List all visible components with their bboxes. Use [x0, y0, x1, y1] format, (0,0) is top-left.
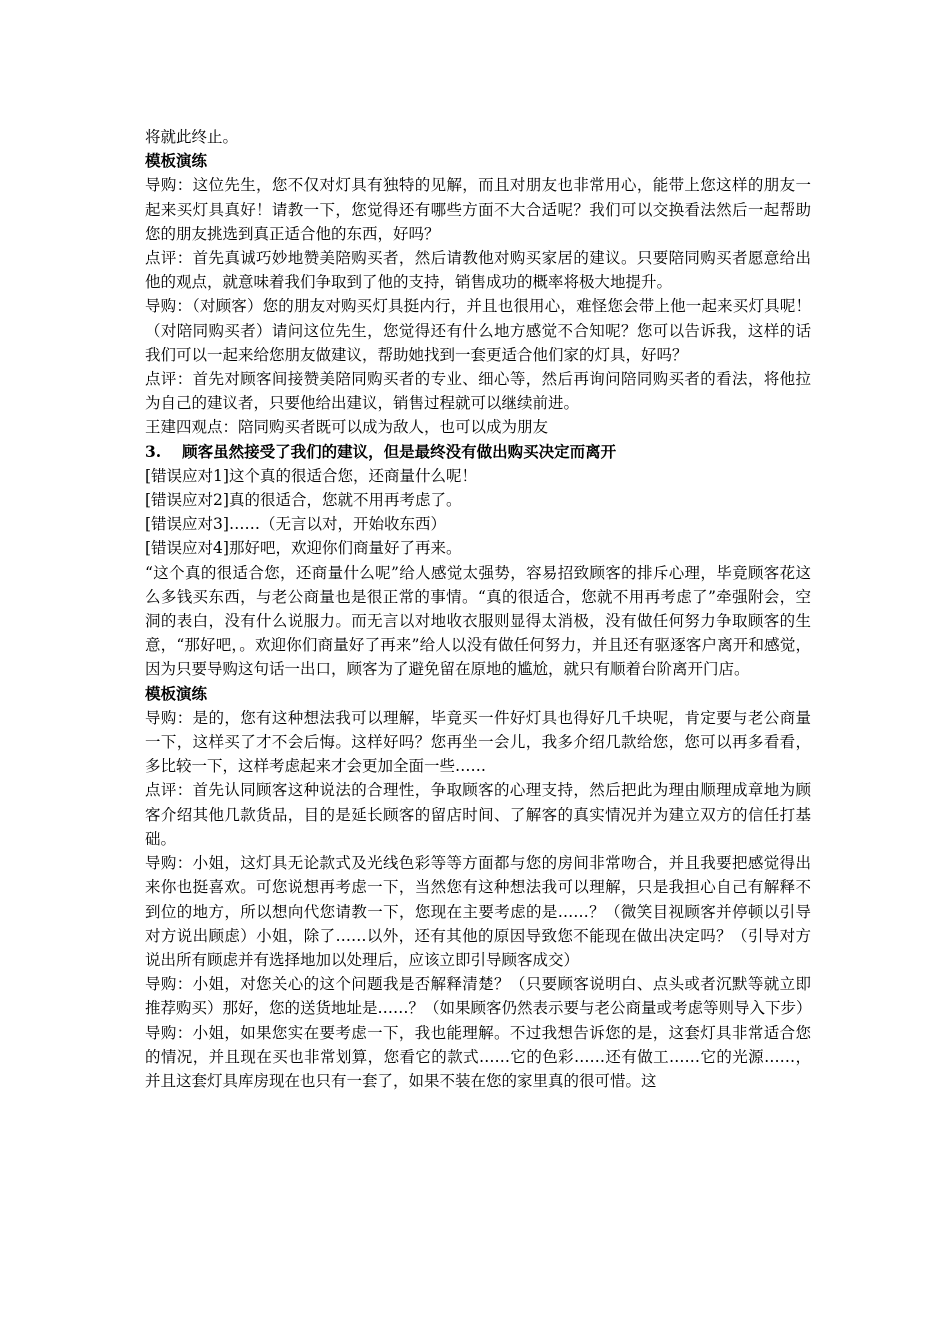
section-heading-template-practice: 模板演练	[145, 683, 208, 703]
paragraph-comment: 点评：首先对顾客间接赞美陪同购买者的专业、细心等，然后再询问陪同购买者的看法，将他拉为自己的建议者，只要他给出建议，销售过程就可以继续前进。	[145, 370, 811, 413]
section-heading-scenario-3: 3. 顾客虽然接受了我们的建议，但是最终没有做出购买决定而离开	[145, 441, 617, 461]
paragraph-analysis: “这个真的很适合您，还商量什么呢”给人感觉太强势，容易招致顾客的排斥心理，毕竟顾客花这么多钱买东西，与老公商量也是很正常的事情。“真的很适合，您就不用再考虑了”牵强附会，空洞的表白，没有什么说服力。而无言以对地收衣服则显得太消极，没有做任何努力争取顾客的生意，“那好吧，。欢迎你们商量好了再来”给人以没有做任何努力，并且还有驱逐客户离开和感觉，因为只要导购这句话一出口，顾客为了避免留在原地的尴尬，就只有顺着台阶离开门店。	[145, 563, 811, 679]
paragraph-wrong-response-4: [错误应对4]那好吧，欢迎你们商量好了再来。	[145, 539, 462, 558]
document-body	[145, 125, 811, 1093]
paragraph-comment: 点评：首先真诚巧妙地赞美陪购买者，然后请教他对购买家居的建议。只要陪同购买者愿意给出他的观点，就意味着我们争取到了他的支持，销售成功的概率将极大地提升。	[145, 249, 811, 292]
paragraph-comment: 点评：首先认同顾客这种说法的合理性，争取顾客的心理支持，然后把此为理由顺理成章地为顾客介绍其他几款货品，目的是延长顾客的留店时间、了解客的真实情况并为建立双方的信任打基础。	[145, 781, 811, 848]
paragraph-salesperson-line: 导购：这位先生，您不仅对灯具有独特的见解，而且对朋友也非常用心，能带上您这样的朋友一起来买灯具真好！请教一下，您觉得还有哪些方面不大合适呢？我们可以交换看法然后一起帮助您的朋友挑选到真正适合他的东西，好吗？	[145, 176, 811, 243]
paragraph-wrong-response-3: [错误应对3]……（无言以对，开始收东西）	[145, 515, 446, 534]
paragraph-wrong-response-2: [错误应对2]真的很适合，您就不用再考虑了。	[145, 491, 462, 510]
paragraph-salesperson-line: 导购：小姐，这灯具无论款式及光线色彩等等方面都与您的房间非常吻合，并且我要把感觉得出来你也挺喜欢。可您说想再考虑一下，当然您有这种想法我可以理解，只是我担心自己有解释不到位的地方，所以想向代您请教一下，您现在主要考虑的是……？（微笑目视顾客并停顿以引导对方说出顾虑）小姐，除了……以外，还有其他的原因导致您不能现在做出决定吗？（引导对方说出所有顾虑并有选择地加以处理后，应该立即引导顾客成交）	[145, 854, 811, 969]
paragraph-salesperson-line: 导购：是的，您有这种想法我可以理解，毕竟买一件好灯具也得好几千块呢，肯定要与老公商量一下，这样买了才不会后悔。这样好吗？您再坐一会儿，我多介绍几款给您，您可以再多看看，多比较一下，这样考虑起来才会更加全面一些……	[145, 708, 811, 776]
section-heading-template-practice: 模板演练	[145, 151, 208, 171]
paragraph-viewpoint: 王建四观点：陪同购买者既可以成为敌人，也可以成为朋友	[145, 418, 549, 437]
paragraph-salesperson-line: 导购：（对顾客）您的朋友对购买灯具挺内行，并且也很用心，难怪您会带上他一起来买灯具呢！（对陪同购买者）请问这位先生，您觉得还有什么地方感觉不合知呢？您可以告诉我，这样的话我们可以一起来给您朋友做建议，帮助她找到一套更适合他们家的灯具，好吗？	[145, 297, 811, 364]
paragraph-salesperson-line: 导购：小姐，对您关心的这个问题我是否解释清楚？（只要顾客说明白、点头或者沉默等就立即推荐购买）那好，您的送货地址是……？（如果顾客仍然表示要与老公商量或考虑等则导入下步）	[145, 975, 812, 1018]
paragraph-salesperson-line: 导购：小姐，如果您实在要考虑一下，我也能理解。不过我想告诉您的是，这套灯具非常适合您的情况，并且现在买也非常划算，您看它的款式……它的色彩……还有做工……它的光源……，并且这套灯具库房现在也只有一套了，如果不装在您的家里真的很可惜。这	[145, 1023, 811, 1090]
paragraph-continuation: 将就此终止。	[145, 128, 239, 146]
paragraph-wrong-response-1: [错误应对1]这个真的很适合您，还商量什么呢！	[145, 466, 477, 485]
